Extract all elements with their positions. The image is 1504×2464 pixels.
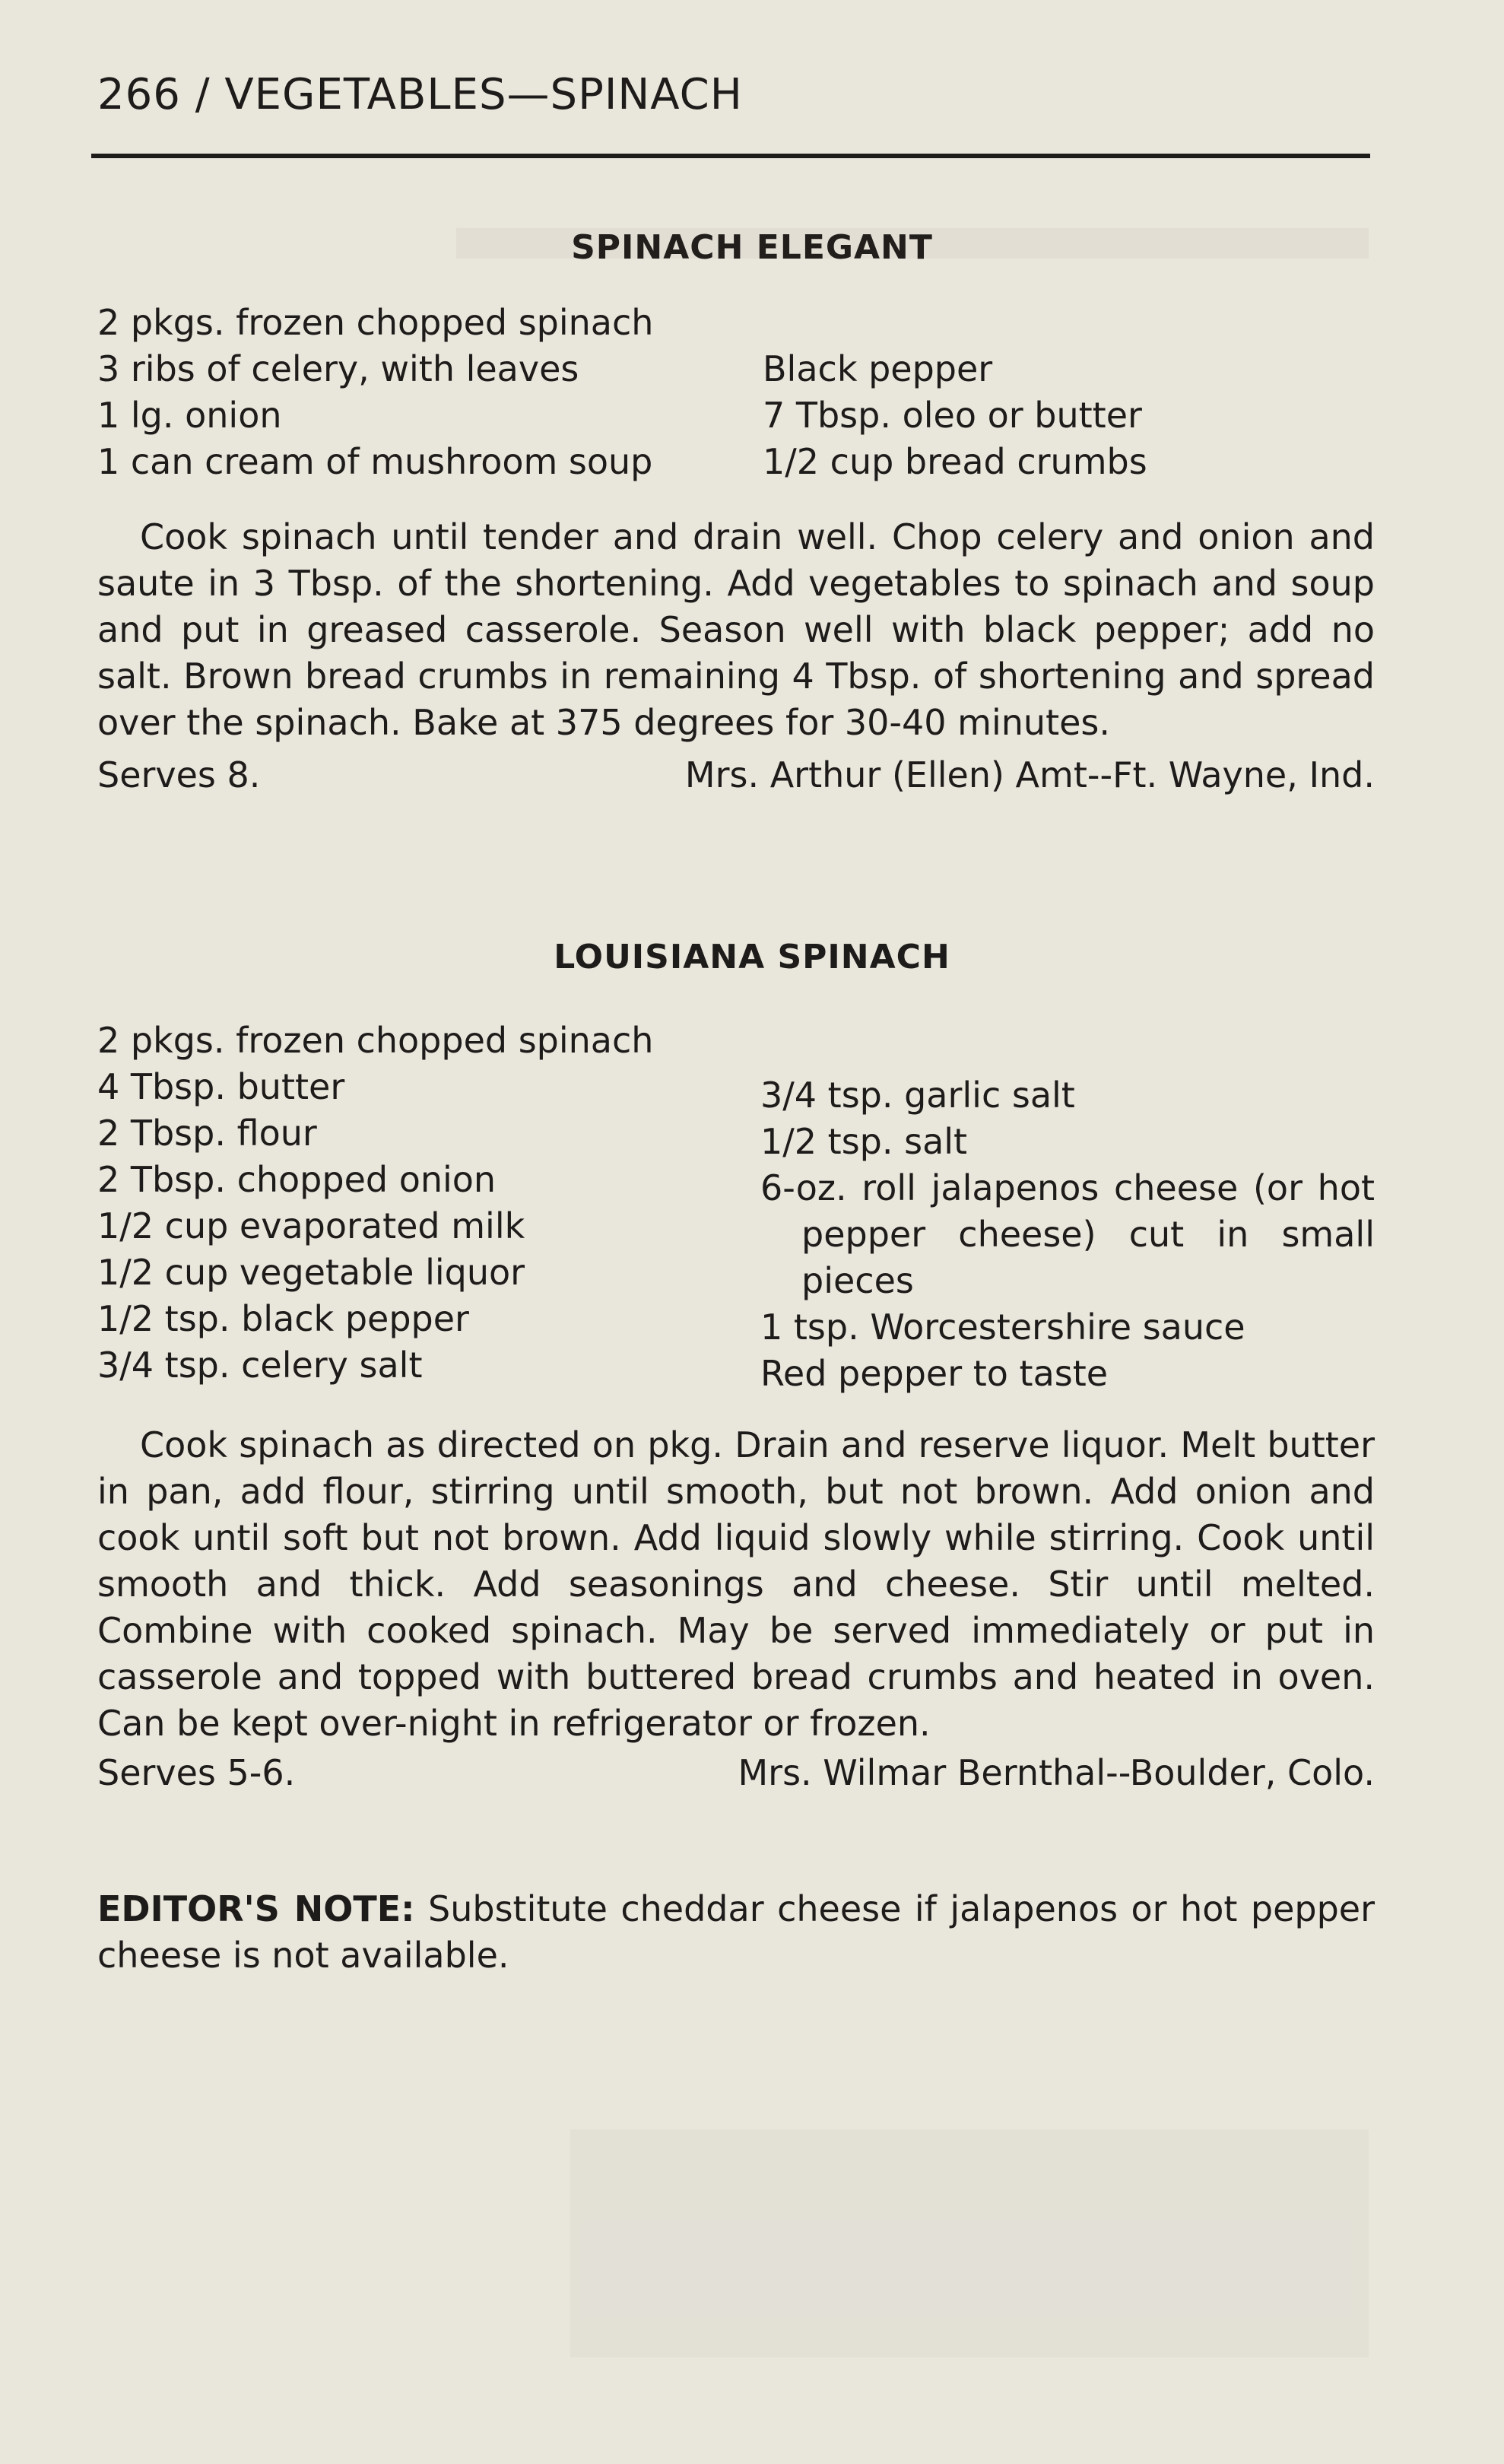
editors-note bbox=[97, 1886, 1375, 1979]
contributor: Mrs. Arthur (Ellen) Amt--Ft. Wayne, Ind. bbox=[684, 754, 1375, 795]
serves-text: Serves 5-6. bbox=[97, 1752, 296, 1793]
ingredient-item: 1/2 tsp. black pepper bbox=[97, 1298, 469, 1339]
ingredient-item: 4 Tbsp. butter bbox=[97, 1066, 345, 1107]
serves-line-spinach-elegant bbox=[97, 754, 1375, 795]
serves-line-louisiana-spinach bbox=[97, 1752, 1375, 1793]
ingredient-item: 2 pkgs. frozen chopped spinach bbox=[97, 302, 654, 343]
recipe-title-louisiana-spinach: LOUISIANA SPINACH bbox=[554, 938, 950, 976]
ingredient-item: 1/2 cup vegetable liquor bbox=[97, 1252, 525, 1293]
directions-spinach-elegant: Cook spinach until tender and drain well. Chop celery and onion and saute in 3 Tbsp. of the shortening. Add vegetables to spinach and soup and put in greased casserole. Season well with black pepper; add no salt. Brown bread crumbs in remaining 4 Tbsp. of shortening and spread over the spinach. Bake at 375 degrees for 30-40 minutes. bbox=[97, 516, 1375, 743]
ingredient-item: 2 Tbsp. chopped onion bbox=[97, 1159, 497, 1200]
editors-note-text: Substitute cheddar cheese if jalapenos or hot pepper cheese is not available. bbox=[97, 1888, 1375, 1976]
ingredients-left-spinach-elegant bbox=[97, 300, 653, 485]
bleed-through-shadow bbox=[456, 228, 1369, 259]
ingredient-item: 1/2 cup evaporated milk bbox=[97, 1205, 525, 1246]
ingredient-item: 3/4 tsp. garlic salt bbox=[760, 1075, 1075, 1116]
ingredient-item: 2 pkgs. frozen chopped spinach bbox=[97, 1020, 654, 1061]
ingredient-item: 6-oz. roll jalapenos cheese (or hot pepper cheese) cut in small pieces bbox=[760, 1167, 1375, 1301]
ingredient-item: 2 Tbsp. flour bbox=[97, 1113, 317, 1154]
ingredients-right-louisiana-spinach bbox=[760, 1072, 1375, 1397]
header-rule bbox=[91, 154, 1370, 158]
ingredient-item: 1 lg. onion bbox=[97, 395, 282, 436]
ingredient-item: 3/4 tsp. celery salt bbox=[97, 1345, 423, 1386]
recipe-title-spinach-elegant: SPINACH ELEGANT bbox=[571, 228, 933, 267]
editors-note-label: EDITOR'S NOTE: bbox=[97, 1888, 415, 1929]
bleed-through-shadow bbox=[570, 2129, 1369, 2358]
ingredient-item: 1 can cream of mushroom soup bbox=[97, 441, 653, 482]
ingredient-item: 1/2 cup bread crumbs bbox=[763, 441, 1147, 482]
directions-louisiana-spinach: Cook spinach as directed on pkg. Drain and reserve liquor. Melt butter in pan, add flour, stirring until smooth, but not brown. Add onion and cook until soft but not brown. Add liquid slowly while stirring. Cook until smooth and thick. Add seasonings and cheese. Stir until melted. Combine with cooked spinach. May be served immediately or put in casserole and topped with buttered bread crumbs and heated in oven. Can be kept over-night in refrigerator or frozen. bbox=[97, 1424, 1375, 1744]
ingredient-item: 1 tsp. Worcestershire sauce bbox=[760, 1307, 1245, 1348]
ingredient-item: 1/2 tsp. salt bbox=[760, 1121, 968, 1162]
ingredients-right-spinach-elegant bbox=[763, 346, 1147, 485]
contributor: Mrs. Wilmar Bernthal--Boulder, Colo. bbox=[738, 1752, 1375, 1793]
ingredient-item: Black pepper bbox=[763, 348, 993, 389]
running-head: 266 / VEGETABLES—SPINACH bbox=[97, 70, 743, 119]
ingredient-item: Red pepper to taste bbox=[760, 1353, 1109, 1394]
ingredient-item: 3 ribs of celery, with leaves bbox=[97, 348, 579, 389]
ingredient-item: 7 Tbsp. oleo or butter bbox=[763, 395, 1142, 436]
serves-text: Serves 8. bbox=[97, 754, 261, 795]
ingredients-left-louisiana-spinach bbox=[97, 1018, 653, 1389]
